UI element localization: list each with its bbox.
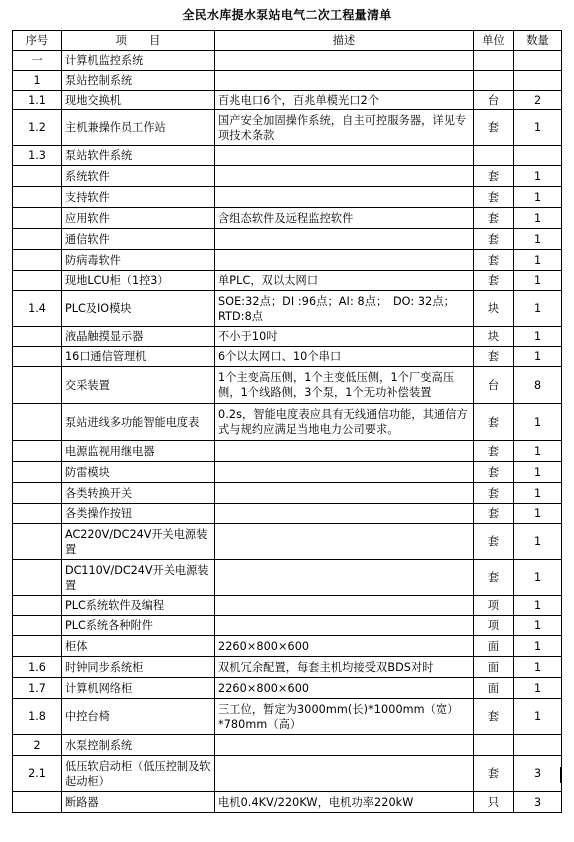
cell-unit: 套 <box>474 756 514 792</box>
cell-unit <box>474 51 514 71</box>
cell-desc: 2260×800×600 <box>215 678 474 699</box>
cell-desc: SOE:32点；DI :96点；AI: 8点； DO: 32点；RTD:8点 <box>215 291 474 327</box>
table-row <box>13 560 562 596</box>
cell-item: PLC系统软件及编程 <box>62 596 215 616</box>
cell-seq <box>13 596 62 616</box>
table-row <box>13 367 562 404</box>
cell-item: PLC系统各种附件 <box>62 616 215 636</box>
cell-qty <box>514 71 562 91</box>
cell-item: 电源监视用继电器 <box>62 441 215 462</box>
document-title: 全民水库提水泵站电气二次工程量清单 <box>182 8 392 22</box>
cell-qty: 8 <box>514 367 562 404</box>
table-row <box>13 524 562 560</box>
cell-seq: 1 <box>13 71 62 91</box>
cell-item: 现地LCU柜（1控3） <box>62 271 215 291</box>
cell-seq <box>13 271 62 291</box>
cell-desc: 电机0.4KV/220KW，电机功率220kW <box>215 792 474 813</box>
cell-unit: 台 <box>474 91 514 110</box>
cell-seq <box>13 462 62 483</box>
cell-item: 交采装置 <box>62 367 215 404</box>
cell-desc <box>215 166 474 187</box>
cell-seq: 1.8 <box>13 699 62 735</box>
cell-item: DC110V/DC24V开关电源装置 <box>62 560 215 596</box>
cell-unit: 套 <box>474 110 514 146</box>
header-unit: 单位 <box>474 31 514 51</box>
cell-qty: 1 <box>514 678 562 699</box>
cell-desc <box>215 229 474 250</box>
table-row <box>13 327 562 347</box>
table-row <box>13 404 562 441</box>
cell-unit: 项 <box>474 596 514 616</box>
table-row <box>13 229 562 250</box>
header-seq: 序号 <box>13 31 62 51</box>
cell-seq <box>13 504 62 524</box>
cell-qty: 1 <box>514 657 562 678</box>
cell-item: 低压软启动柜（低压控制及软起动柜） <box>62 756 215 792</box>
cell-desc <box>215 441 474 462</box>
table-row <box>13 271 562 291</box>
cell-unit: 块 <box>474 327 514 347</box>
cell-seq <box>13 636 62 657</box>
table-row <box>13 250 562 271</box>
cell-seq: 1.7 <box>13 678 62 699</box>
header-row <box>13 31 562 51</box>
table-row <box>13 51 562 71</box>
table-row <box>13 657 562 678</box>
table-body <box>13 51 562 813</box>
cell-qty <box>514 735 562 756</box>
cell-item: 中控台椅 <box>62 699 215 735</box>
table-row <box>13 146 562 166</box>
cell-qty: 3 <box>514 756 562 792</box>
cell-item: 时钟同步系统柜 <box>62 657 215 678</box>
bill-of-quantities-table <box>12 30 562 813</box>
cell-qty: 1 <box>514 699 562 735</box>
cell-unit <box>474 146 514 166</box>
cell-unit: 套 <box>474 560 514 596</box>
cell-unit: 套 <box>474 462 514 483</box>
cell-desc <box>215 187 474 208</box>
cell-qty: 1 <box>514 596 562 616</box>
table-row <box>13 166 562 187</box>
cell-item: 计算机网络柜 <box>62 678 215 699</box>
cell-desc <box>215 616 474 636</box>
table-row <box>13 596 562 616</box>
cell-desc <box>215 756 474 792</box>
table-row <box>13 110 562 146</box>
cell-qty: 1 <box>514 110 562 146</box>
cell-desc <box>215 146 474 166</box>
table-row <box>13 441 562 462</box>
table-row <box>13 483 562 504</box>
cell-unit: 套 <box>474 404 514 441</box>
cell-item: 防病毒软件 <box>62 250 215 271</box>
cell-seq <box>13 524 62 560</box>
cell-unit: 面 <box>474 636 514 657</box>
table-row <box>13 792 562 813</box>
cell-desc <box>215 524 474 560</box>
cell-desc <box>215 560 474 596</box>
cell-desc <box>215 596 474 616</box>
cell-desc: 百兆电口6个，百兆单模光口2个 <box>215 91 474 110</box>
cell-qty: 1 <box>514 524 562 560</box>
cell-qty: 1 <box>514 229 562 250</box>
cell-seq <box>13 616 62 636</box>
cell-unit: 套 <box>474 699 514 735</box>
cell-item: 计算机监控系统 <box>62 51 215 71</box>
cell-unit: 套 <box>474 187 514 208</box>
cell-desc: 2260×800×600 <box>215 636 474 657</box>
cell-desc <box>215 462 474 483</box>
cell-qty <box>514 51 562 71</box>
cell-unit: 套 <box>474 483 514 504</box>
edge-mark <box>560 767 562 783</box>
cell-desc: 双机冗余配置，每套主机均接受双BDS对时 <box>215 657 474 678</box>
table-row <box>13 735 562 756</box>
cell-seq: 1.2 <box>13 110 62 146</box>
cell-item: 主机兼操作员工作站 <box>62 110 215 146</box>
cell-desc <box>215 504 474 524</box>
cell-qty: 1 <box>514 560 562 596</box>
cell-unit: 套 <box>474 347 514 367</box>
cell-desc: 不小于10吋 <box>215 327 474 347</box>
cell-item: 各类操作按钮 <box>62 504 215 524</box>
cell-seq: 1.4 <box>13 291 62 327</box>
cell-unit: 套 <box>474 250 514 271</box>
cell-unit: 只 <box>474 792 514 813</box>
cell-item: 16口通信管理机 <box>62 347 215 367</box>
cell-qty: 1 <box>514 404 562 441</box>
table-row <box>13 71 562 91</box>
cell-desc: 1个主变高压侧，1个主变低压侧，1个厂变高压侧，1个线路侧，3个泵，1个无功补偿装置 <box>215 367 474 404</box>
cell-item: 通信软件 <box>62 229 215 250</box>
cell-unit: 面 <box>474 678 514 699</box>
header-qty: 数量 <box>514 31 562 51</box>
cell-seq <box>13 441 62 462</box>
cell-desc: 0.2s，智能电度表应具有无线通信功能，其通信方式与规约应满足当地电力公司要求。 <box>215 404 474 441</box>
cell-unit: 面 <box>474 657 514 678</box>
cell-qty: 1 <box>514 327 562 347</box>
header-desc: 描述 <box>215 31 474 51</box>
cell-qty: 1 <box>514 291 562 327</box>
cell-seq: 2.1 <box>13 756 62 792</box>
cell-seq <box>13 187 62 208</box>
cell-qty: 1 <box>514 504 562 524</box>
cell-seq: 一 <box>13 51 62 71</box>
cell-item: AC220V/DC24V开关电源装置 <box>62 524 215 560</box>
table-row <box>13 504 562 524</box>
cell-unit: 套 <box>474 524 514 560</box>
table-row <box>13 462 562 483</box>
cell-desc: 单PLC，双以太网口 <box>215 271 474 291</box>
cell-qty: 1 <box>514 250 562 271</box>
table-row <box>13 756 562 792</box>
header-item: 项 目 <box>62 31 215 51</box>
cell-qty: 1 <box>514 441 562 462</box>
cell-seq: 1.3 <box>13 146 62 166</box>
cell-desc: 含组态软件及远程监控软件 <box>215 208 474 229</box>
cell-desc <box>215 250 474 271</box>
table-row <box>13 636 562 657</box>
table-row <box>13 616 562 636</box>
cell-item: 断路器 <box>62 792 215 813</box>
cell-desc: 6个以太网口、10个串口 <box>215 347 474 367</box>
cell-desc: 三工位，暂定为3000mm(长)*1000mm（宽）*780mm（高） <box>215 699 474 735</box>
cell-seq <box>13 166 62 187</box>
cell-unit: 套 <box>474 441 514 462</box>
cell-qty: 1 <box>514 187 562 208</box>
table-row <box>13 347 562 367</box>
cell-seq: 2 <box>13 735 62 756</box>
cell-unit: 套 <box>474 229 514 250</box>
cell-seq <box>13 250 62 271</box>
cell-qty: 1 <box>514 483 562 504</box>
table-row <box>13 91 562 110</box>
table-row <box>13 678 562 699</box>
cell-unit: 台 <box>474 367 514 404</box>
cell-unit: 套 <box>474 504 514 524</box>
cell-unit: 套 <box>474 271 514 291</box>
table-row <box>13 699 562 735</box>
cell-seq <box>13 560 62 596</box>
cell-seq <box>13 347 62 367</box>
cell-item: 液晶触摸显示器 <box>62 327 215 347</box>
cell-unit <box>474 735 514 756</box>
cell-unit: 块 <box>474 291 514 327</box>
cell-desc: 国产安全加固操作系统，自主可控服务器，详见专项技术条款 <box>215 110 474 146</box>
cell-qty: 3 <box>514 792 562 813</box>
cell-unit <box>474 71 514 91</box>
cell-item: 各类转换开关 <box>62 483 215 504</box>
cell-qty: 1 <box>514 616 562 636</box>
cell-item: 现地交换机 <box>62 91 215 110</box>
cell-item: 系统软件 <box>62 166 215 187</box>
cell-item: 柜体 <box>62 636 215 657</box>
cell-item: 防雷模块 <box>62 462 215 483</box>
cell-desc <box>215 483 474 504</box>
cell-seq <box>13 208 62 229</box>
cell-seq <box>13 404 62 441</box>
table-row <box>13 187 562 208</box>
cell-seq: 1.1 <box>13 91 62 110</box>
cell-seq <box>13 792 62 813</box>
cell-desc <box>215 735 474 756</box>
cell-item: PLC及IO模块 <box>62 291 215 327</box>
cell-seq: 1.6 <box>13 657 62 678</box>
table-row <box>13 291 562 327</box>
table-row <box>13 208 562 229</box>
cell-desc <box>215 71 474 91</box>
cell-seq <box>13 327 62 347</box>
cell-seq <box>13 229 62 250</box>
cell-unit: 套 <box>474 166 514 187</box>
cell-seq <box>13 367 62 404</box>
cell-qty: 2 <box>514 91 562 110</box>
cell-qty: 1 <box>514 208 562 229</box>
cell-qty: 1 <box>514 271 562 291</box>
cell-item: 水泵控制系统 <box>62 735 215 756</box>
cell-seq <box>13 483 62 504</box>
cell-item: 支持软件 <box>62 187 215 208</box>
cell-item: 泵站软件系统 <box>62 146 215 166</box>
cell-qty: 1 <box>514 462 562 483</box>
cell-qty: 1 <box>514 636 562 657</box>
cell-qty: 1 <box>514 166 562 187</box>
cell-item: 泵站进线多功能智能电度表 <box>62 404 215 441</box>
cell-qty: 1 <box>514 347 562 367</box>
cell-unit: 项 <box>474 616 514 636</box>
cell-unit: 套 <box>474 208 514 229</box>
cell-desc <box>215 51 474 71</box>
cell-qty <box>514 146 562 166</box>
cell-item: 泵站控制系统 <box>62 71 215 91</box>
cell-item: 应用软件 <box>62 208 215 229</box>
